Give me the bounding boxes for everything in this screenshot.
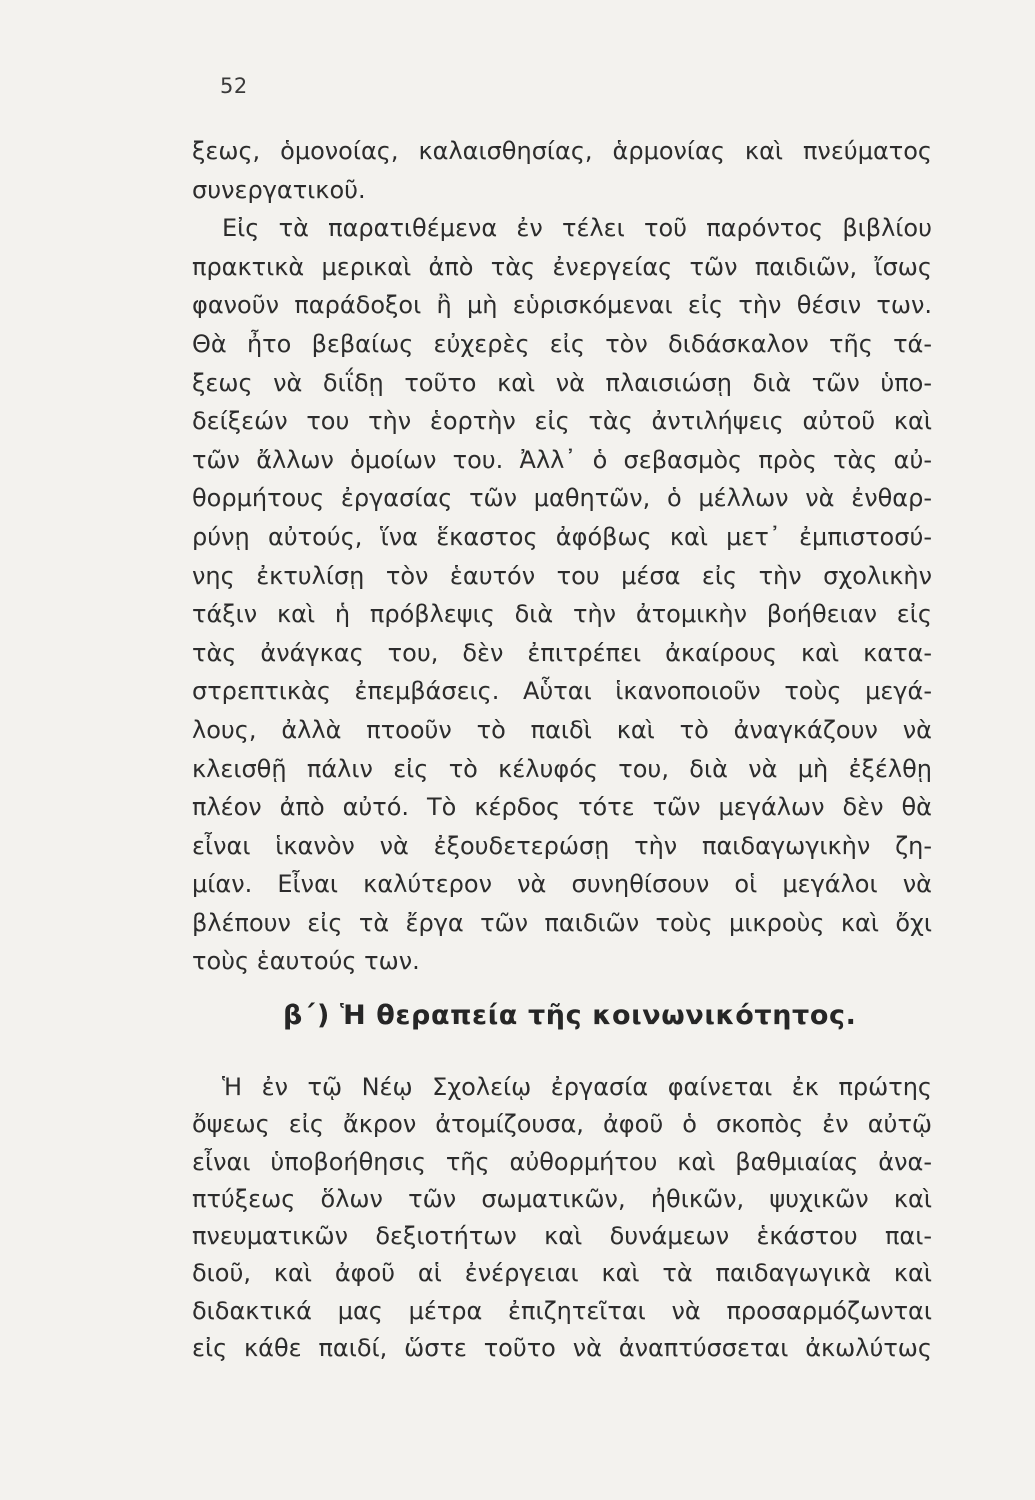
text-line: πτύξεως ὅλων τῶν σωματικῶν, ἠθικῶν, ψυχικῶν καὶ [192, 1184, 932, 1213]
paragraph-block-2 [192, 1069, 932, 1367]
text-line: διοῦ, καὶ ἀφοῦ αἱ ἐνέργειαι καὶ τὰ παιδαγωγικὰ καὶ [192, 1259, 932, 1288]
text-line: ὄψεως εἰς ἄκρον ἀτομίζουσα, ἀφοῦ ὁ σκοπὸς ἐν αὐτῷ [192, 1110, 932, 1139]
text-line: τῶν ἄλλων ὁμοίων του. Ἀλλ᾽ ὁ σεβασμὸς πρὸς τὰς αὐ- [192, 445, 932, 474]
text-line: ξεως νὰ διΐδῃ τοῦτο καὶ νὰ πλαισιώσῃ διὰ τῶν ὑπο- [192, 368, 932, 397]
text-line: εἶναι ἱκανὸν νὰ ἐξουδετερώσῃ τὴν παιδαγωγικὴν ζη- [192, 831, 932, 860]
text-line: πρακτικὰ μερικαὶ ἀπὸ τὰς ἐνεργείας τῶν παιδιῶν, ἴσως [192, 252, 932, 281]
text-line: τάξιν καὶ ἡ πρόβλεψις διὰ τὴν ἀτομικὴν βοήθειαν εἰς [192, 600, 932, 629]
text-line: μίαν. Εἶναι καλύτερον νὰ συνηθίσουν οἱ μεγάλοι νὰ [192, 870, 932, 899]
text-line: τοὺς ἑαυτούς των. [192, 947, 420, 976]
text-line: εἰς κάθε παιδί, ὥστε τοῦτο νὰ ἀναπτύσσεται ἀκωλύτως [192, 1334, 932, 1363]
text-line: λους, ἀλλὰ πτοοῦν τὸ παιδὶ καὶ τὸ ἀναγκάζουν νὰ [192, 715, 932, 744]
text-line: φανοῦν παράδοξοι ἢ μὴ εὑρισκόμεναι εἰς τὴν θέσιν των. [192, 291, 932, 320]
text-line: Ἡ ἐν τῷ Νέῳ Σχολείῳ ἐργασία φαίνεται ἐκ πρώτης [222, 1073, 932, 1101]
text-line: συνεργατικοῦ. [192, 175, 366, 204]
text-line: πλέον ἀπὸ αὐτό. Τὸ κέρδος τότε τῶν μεγάλων δὲν θὰ [192, 793, 932, 822]
text-line: τὰς ἀνάγκας του, δὲν ἐπιτρέπει ἀκαίρους καὶ κατα- [192, 638, 932, 667]
text-line: νης ἐκτυλίσῃ τὸν ἑαυτόν του μέσα εἰς τὴν σχολικὴν [192, 561, 932, 590]
text-line: ρύνῃ αὐτούς, ἵνα ἕκαστος ἀφόβως καὶ μετ᾽ ἐμπιστοσύ- [192, 522, 932, 551]
text-line: στρεπτικὰς ἐπεμβάσεις. Αὗται ἱκανοποιοῦν τοὺς μεγά- [192, 677, 932, 706]
text-line: βλέπουν εἰς τὰ ἔργα τῶν παιδιῶν τοὺς μικροὺς καὶ ὄχι [192, 908, 932, 937]
text-line: θορμήτους ἐργασίας τῶν μαθητῶν, ὁ μέλλων νὰ ἐνθαρ- [192, 484, 932, 513]
text-line: ξεως, ὁμονοίας, καλαισθησίας, ἁρμονίας καὶ πνεύματος [192, 137, 932, 165]
text-line: Εἰς τὰ παρατιθέμενα ἐν τέλει τοῦ παρόντος βιβλίου [222, 214, 932, 243]
text-line: διδακτικά μας μέτρα ἐπιζητεῖται νὰ προσαρμόζωνται [192, 1296, 932, 1325]
text-line: Θὰ ἦτο βεβαίως εὐχερὲς εἰς τὸν διδάσκαλον τῆς τά- [192, 329, 932, 358]
text-line: κλεισθῇ πάλιν εἰς τὸ κέλυφός του, διὰ νὰ μὴ ἐξέλθῃ [192, 754, 932, 783]
section-heading: β´) Ἡ θεραπεία τῆς κοινωνικότητος. [283, 1000, 857, 1031]
paragraph-block-1 [192, 132, 932, 981]
page-number: 52 [220, 74, 248, 98]
text-line: δείξεών του τὴν ἑορτὴν εἰς τὰς ἀντιλήψεις αὐτοῦ καὶ [192, 407, 932, 436]
text-line: πνευματικῶν δεξιοτήτων καὶ δυνάμεων ἑκάστου παι- [192, 1222, 932, 1251]
text-line: εἶναι ὑποβοήθησις τῆς αὐθορμήτου καὶ βαθμιαίας ἀνα- [192, 1147, 932, 1176]
